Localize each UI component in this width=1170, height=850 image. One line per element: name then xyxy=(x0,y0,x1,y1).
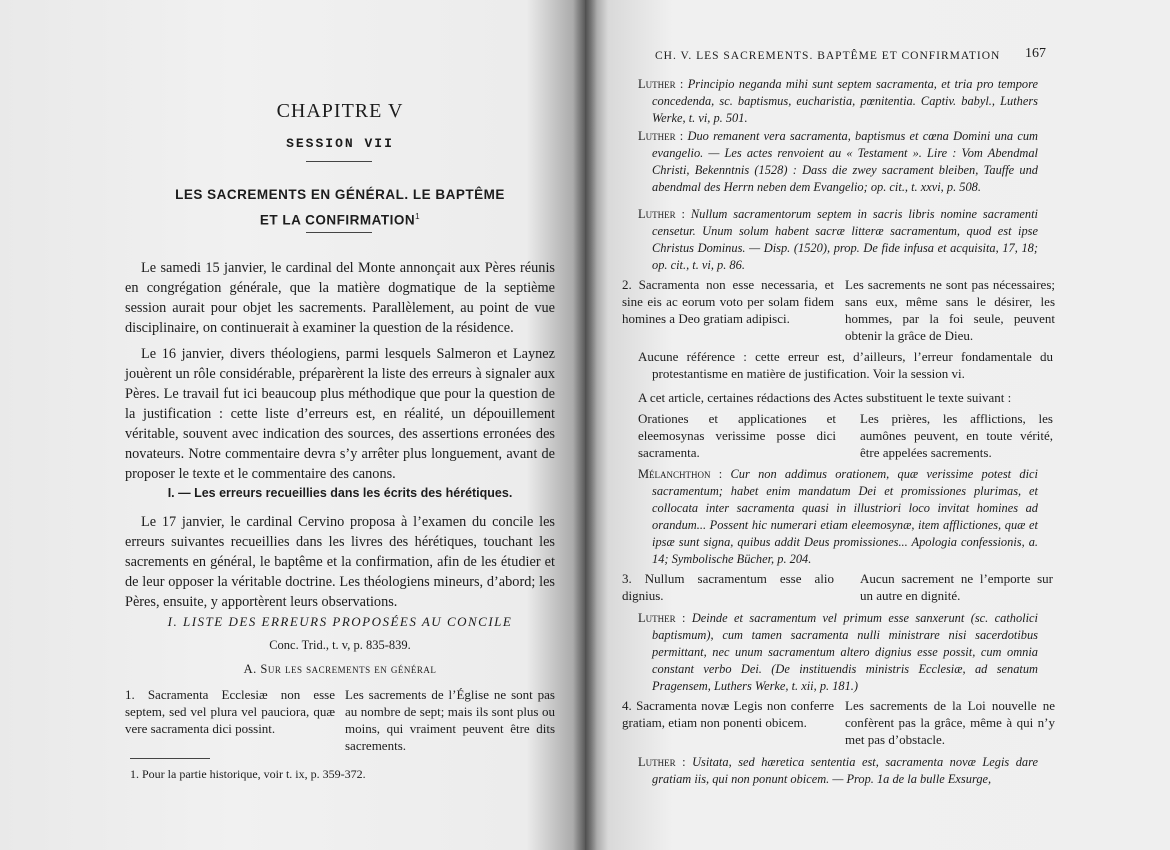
note-author: Mélanchthon : xyxy=(638,467,723,481)
note-text: Cur non addimus orationem, quæ verissime potest dici sacramentum; habet enim mandatum Dei et promissiones plurimas, et collocata inter sacramenta quasi in illustriori loco invitat homines ad orandum... Possent hic numerari etiam eleemosynæ, item afflictiones, quæ et ipsæ sunt signa, quibus addit Deus promissiones... Apologia confessionis, a. 14; Symbolische Bücher, p. 204. xyxy=(652,467,1038,566)
note-author: Luther : xyxy=(638,207,685,221)
error-1-latin: 1. Sacramenta Ecclesiæ non esse septem, sed vel plura vel pauciora, quæ vere sacramenta dici possint. xyxy=(125,687,335,736)
footnote-rule xyxy=(130,758,210,759)
paragraph-3: Le 17 janvier, le cardinal Cervino proposa à l’examen du concile les erreurs suivantes recueillies dans les livres des hérétiques, touchant les sacrements en général, le baptême et la confirmation, afin de les étudier et de leur opposer la véritable doctrine. Les théologiens mineurs, d’abord; les Pères, ensuite, y apportèrent leurs observations. xyxy=(125,514,555,610)
book-gutter xyxy=(573,0,597,850)
chapter-title xyxy=(125,184,555,232)
running-head: CH. V. LES SACREMENTS. BAPTÊME ET CONFIRMATION xyxy=(655,50,1001,62)
note-text: Duo remanent vera sacramenta, baptismus et cœna Domini una cum evangelio. — Les actes renvoient au « Testament ». Lire : Vom Abendmal Christi, Bekenntnis (1528) : Dass die zwey sacrament bleiben, Tauffe und abendmal des Herrn neben dem Evangelio; op. cit., t. xxvi, p. 508. xyxy=(652,129,1038,194)
note-text: Principio neganda mihi sunt septem sacramenta, et tria pro tempore concedenda, sc. baptismus, eucharistia, pœnitentia. Captiv. babyl., Luthers Werke, t. vi, p. 501. xyxy=(652,77,1038,125)
concilium-reference-text: Conc. Trid., t. v, p. 835-839. xyxy=(269,638,411,652)
note-text: Usitata, sed hæretica sententia est, sacramenta novæ Legis dare gratiam iis, qui non ponunt obicem. — Prop. 1a de la bulle Exsurge, xyxy=(652,755,1038,786)
page-number: 167 xyxy=(1025,46,1046,61)
error-1-french: Les sacrements de l’Église ne sont pas au nombre de sept; mais ils sont plus ou moins, qui vraiment peuvent être dits sacrements. xyxy=(345,687,555,753)
note-author: Luther : xyxy=(638,77,684,91)
note-luther-3 xyxy=(638,206,1038,274)
note-author: Luther : xyxy=(638,755,686,769)
error-4-latin: 4. Sacramenta novæ Legis non conferre gratiam, etiam non ponenti obicem. xyxy=(622,698,834,730)
error-2-latin: 2. Sacramenta non esse necessaria, et sine eis ac eorum voto per solam fidem homines a Deo gratiam adipisci. xyxy=(622,277,834,326)
title-line-1: LES SACREMENTS EN GÉNÉRAL. LE BAPTÊME xyxy=(175,187,505,202)
note-melanchthon xyxy=(638,466,1038,568)
title-line-2 xyxy=(125,206,555,232)
concilium-reference xyxy=(125,638,555,653)
chapter-heading: CHAPITRE V xyxy=(276,100,404,122)
footnote-marker: 1 xyxy=(415,212,421,221)
alternative-latin: Orationes et applicationes et eleemosynas verissime posse dici sacramenta. xyxy=(638,411,836,460)
title-line-2-text: ET LA CONFIRMATION xyxy=(259,212,416,228)
note-author: Luther : xyxy=(638,611,686,625)
footnote: 1. Pour la partie historique, voir t. ix, p. 359-372. xyxy=(130,767,366,781)
divider xyxy=(306,232,372,233)
alternative-french: Les prières, les afflictions, les aumônes peuvent, en toute vérité, être appelées sacrements. xyxy=(860,411,1053,460)
paragraph-1: Le samedi 15 janvier, le cardinal del Monte annonçait aux Pères réunis en congrégation générale, que la matière dogmatique de la septième session aurait pour objet les sacrements. Parallèlement, au point de vue disciplinaire, on continuerait à examiner la question de la résidence. xyxy=(125,260,555,336)
error-2-french: Les sacrements ne sont pas nécessaires; sans eux, même sans le désirer, les hommes, par la foi seule, peuvent obtenir la grâce de Dieu. xyxy=(845,277,1055,343)
right-page xyxy=(585,0,1170,850)
note-text: Nullum sacramentorum septem in sacris libris nomine sacramenti censetur. Unum solum habent sacræ litteræ sacramentum, quod est ipse Christus Dominus. — Disp. (1520), prop. De fide infusa et acquisita, 17, 18; op. cit., t. vi, p. 86. xyxy=(652,207,1038,272)
error-4-french: Les sacrements de la Loi nouvelle ne confèrent pas la grâce, même à qui n’y met pas d’obstacle. xyxy=(845,698,1055,747)
acts-note: A cet article, certaines rédactions des Actes substituent le texte suivant : xyxy=(638,390,1012,405)
note-luther-1 xyxy=(638,76,1038,127)
subsection-a: A. Sur les sacrements en général xyxy=(243,662,437,676)
note-luther-5 xyxy=(638,754,1038,788)
note-author: Luther : xyxy=(638,129,684,143)
reference-note: Aucune référence : cette erreur est, d’ailleurs, l’erreur fondamentale du protestantisme en matière de justification. Voir la session vi. xyxy=(638,349,1053,381)
note-luther-2 xyxy=(638,128,1038,196)
session-heading: SESSION VII xyxy=(286,136,394,151)
list-heading: I. LISTE DES ERREURS PROPOSÉES AU CONCILE xyxy=(167,614,513,629)
error-3-french: Aucun sacrement ne l’emporte sur un autre en dignité. xyxy=(860,571,1053,603)
divider xyxy=(306,161,372,162)
note-text: Deinde et sacramentum vel primum esse sanxerunt (sc. catholici baptismum), cum tamen sacramenta nulli ministrare nisi sacerdotibus permittant, nec unum sacramentum altero dignius esse possit, cum omnia constant verbo Dei. (De instituendis ministris Ecclesiæ, ad senatum Pragensem, Luthers Werke, t. xii, p. 181.) xyxy=(652,611,1039,693)
error-3-latin: 3. Nullum sacramentum esse alio dignius. xyxy=(622,571,834,603)
section-heading: I. — Les erreurs recueillies dans les écrits des hérétiques. xyxy=(167,486,513,500)
paragraph-2: Le 16 janvier, divers théologiens, parmi lesquels Salmeron et Laynez jouèrent un rôle considérable, préparèrent la liste des erreurs à signaler aux Pères. Le travail fut ici beaucoup plus méthodique que pour la question de la justification : cette liste d’erreurs est, en réalité, un dépouillement véritable, souvent avec indication des sources, des assertions erronées des novateurs. Notre commentaire devra s’y arrêter plus longuement, avant de proposer le texte et le commentaire des canons. xyxy=(125,346,555,482)
note-luther-4 xyxy=(638,610,1038,695)
